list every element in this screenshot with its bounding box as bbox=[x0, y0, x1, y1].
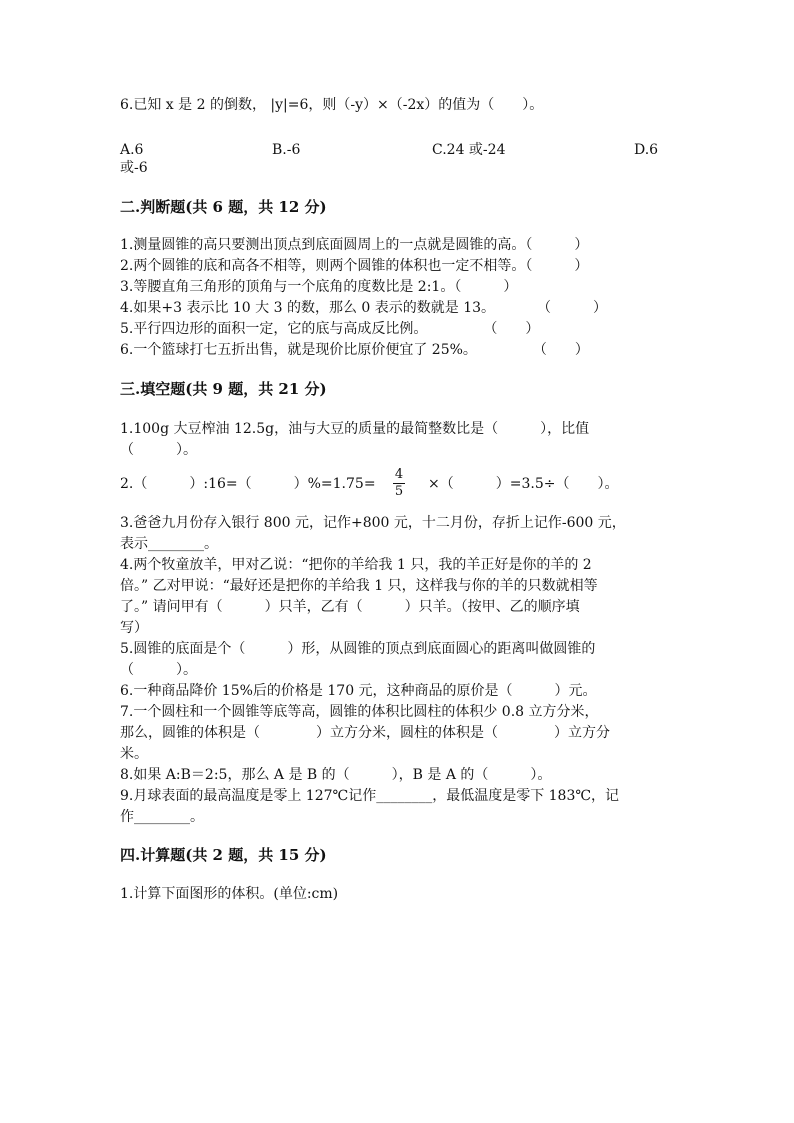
fill-q2-right: ×（ ）=3.5÷（ ）。 bbox=[428, 476, 619, 492]
judge-item-5: 5.平行四边形的面积一定，它的底与高成反比例。 （ ） bbox=[120, 321, 540, 337]
judge-item-1: 1.测量圆锥的高只要测出顶点到底面圆周上的一点就是圆锥的高。（ ） bbox=[120, 237, 589, 253]
fill-q9-line-1: 9.月球表面的最高温度是零上 127℃记作________，最低温度是零下 183℃，记 bbox=[120, 788, 620, 804]
fill-q6-line-1: 6.一种商品降价 15%后的价格是 170 元，这种商品的原价是（ ）元。 bbox=[120, 683, 597, 699]
q6-option-b: B.-6 bbox=[272, 142, 301, 158]
fraction-four-fifths bbox=[392, 467, 406, 500]
judge-item-4: 4.如果+3 表示比 10 大 3 的数，那么 0 表示的数就是 13。 （ ） bbox=[120, 300, 608, 316]
section-2-title: 二.判断题(共 6 题，共 12 分) bbox=[120, 198, 327, 216]
fill-q4-line-3: 了。” 请问甲有（ ）只羊，乙有（ ）只羊。（按甲、乙的顺序填 bbox=[120, 599, 580, 615]
section-4-title: 四.计算题(共 2 题，共 15 分) bbox=[120, 846, 327, 864]
fill-q5-line-2: （ ）。 bbox=[120, 662, 197, 678]
judge-item-6: 6.一个篮球打七五折出售，就是现价比原价便宜了 25%。 （ ） bbox=[120, 342, 589, 358]
judge-item-2: 2.两个圆锥的底和高各不相等，则两个圆锥的体积也一定不相等。（ ） bbox=[120, 258, 589, 274]
fill-q2-left: 2.（ ）:16=（ ）%=1.75= bbox=[120, 476, 376, 492]
fraction-denominator: 5 bbox=[394, 484, 404, 499]
fill-q7-line-1: 7.一个圆柱和一个圆锥等底等高，圆锥的体积比圆柱的体积少 0.8 立方分米， bbox=[120, 704, 599, 720]
fill-q4-line-4: 写） bbox=[120, 620, 148, 636]
q6-option-d-continued: 或-6 bbox=[120, 160, 148, 176]
fill-q7-line-2: 那么，圆锥的体积是（ ）立方分米，圆柱的体积是（ ）立方分 bbox=[120, 725, 610, 741]
fill-q1-line-1: 1.100g 大豆榨油 12.5g，油与大豆的质量的最简整数比是（ ），比值 bbox=[120, 421, 590, 437]
fill-q5-line-1: 5.圆锥的底面是个（ ）形，从圆锥的顶点到底面圆心的距离叫做圆锥的 bbox=[120, 641, 596, 657]
q6-stem: 6.已知 x 是 2 的倒数， |y|=6，则（-y）×（-2x）的值为（ ）。 bbox=[120, 97, 544, 113]
fill-q8-line-1: 8.如果 A:B＝2:5，那么 A 是 B 的（ ），B 是 A 的（ ）。 bbox=[120, 767, 552, 783]
fill-q7-line-3: 米。 bbox=[120, 746, 148, 762]
fill-q4-line-1: 4.两个牧童放羊，甲对乙说：“把你的羊给我 1 只，我的羊正好是你的羊的 2 bbox=[120, 557, 592, 573]
fill-q9-line-2: 作________。 bbox=[120, 809, 204, 825]
fill-q4-line-2: 倍。” 乙对甲说：“最好还是把你的羊给我 1 只，这样我与你的羊的只数就相等 bbox=[120, 578, 598, 594]
fill-q3-line-2: 表示________。 bbox=[120, 536, 218, 552]
fill-q1-line-2: （ ）。 bbox=[120, 442, 197, 458]
fraction-numerator: 4 bbox=[394, 467, 404, 482]
calc-item-1: 1.计算下面图形的体积。(单位:cm) bbox=[120, 886, 339, 902]
q6-option-d: D.6 bbox=[634, 142, 659, 158]
q6-option-a: A.6 bbox=[120, 142, 144, 158]
section-3-title: 三.填空题(共 9 题，共 21 分) bbox=[120, 380, 327, 398]
q6-option-c: C.24 或-24 bbox=[432, 142, 506, 158]
fill-q3-line-1: 3.爸爸九月份存入银行 800 元，记作+800 元，十二月份，存折上记作-600 元， bbox=[120, 515, 626, 531]
judge-item-3: 3.等腰直角三角形的顶角与一个底角的度数比是 2:1。（ ） bbox=[120, 279, 518, 295]
